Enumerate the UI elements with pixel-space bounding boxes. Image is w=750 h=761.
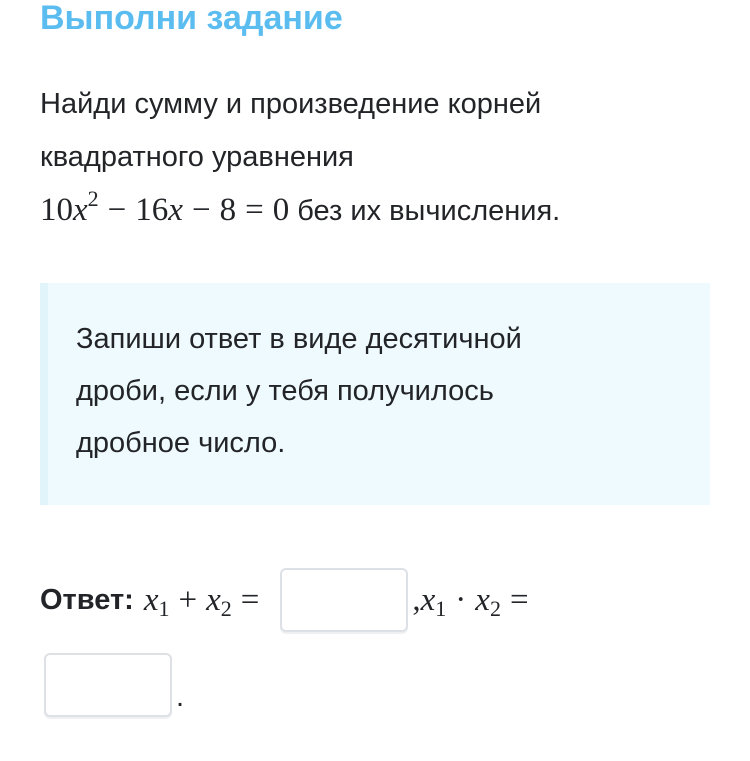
answer-row: [40, 566, 538, 634]
comma: ,: [412, 581, 421, 618]
task-statement: [40, 78, 710, 238]
task-line-3: [40, 184, 710, 238]
equals-sign: =: [240, 581, 260, 618]
quadratic-equation: [40, 186, 290, 228]
hint-line-2: дроби, если у тебя получилось: [76, 375, 494, 407]
hint-box: [40, 283, 710, 505]
exponent: 2: [87, 186, 99, 211]
variable-x: x: [206, 581, 221, 618]
right-hand-side: 0: [272, 192, 290, 228]
sum-expression: [144, 582, 269, 619]
coefficient-b: 16: [135, 192, 169, 228]
subscript-2: 2: [220, 595, 232, 621]
task-line-1: Найди сумму и произведение корней: [40, 88, 542, 120]
period: .: [176, 681, 185, 713]
task-line-2: квадратного уравнения: [40, 141, 354, 173]
variable-x: x: [143, 581, 159, 618]
constant-term: 8: [219, 192, 237, 228]
product-expression: [412, 582, 537, 619]
subscript-1: 1: [158, 595, 170, 621]
minus-sign: −: [107, 192, 127, 228]
hint-text: [76, 313, 636, 469]
sum-answer-input[interactable]: [280, 568, 408, 632]
multiplication-dot: ·: [455, 581, 467, 618]
variable-x: x: [73, 192, 88, 228]
page-title: Выполни задание: [40, 0, 343, 37]
subscript-2: 2: [489, 595, 501, 621]
variable-x: x: [420, 581, 436, 618]
hint-line-3: дробное число.: [76, 427, 286, 459]
coefficient-a: 10: [40, 192, 73, 228]
task-page: [40, 0, 710, 761]
plus-sign: +: [178, 581, 198, 618]
subscript-1: 1: [435, 595, 447, 621]
variable-x: x: [475, 581, 490, 618]
variable-x: x: [168, 192, 183, 228]
task-suffix: без их вычисления.: [289, 195, 561, 227]
minus-sign: −: [191, 192, 211, 228]
answer-row-2: [44, 651, 184, 717]
equals-sign: =: [509, 581, 529, 618]
answer-label: Ответ:: [40, 583, 134, 616]
equals-sign: =: [245, 192, 264, 228]
product-answer-input[interactable]: [44, 653, 172, 717]
hint-line-1: Запиши ответ в виде десятичной: [76, 323, 522, 355]
